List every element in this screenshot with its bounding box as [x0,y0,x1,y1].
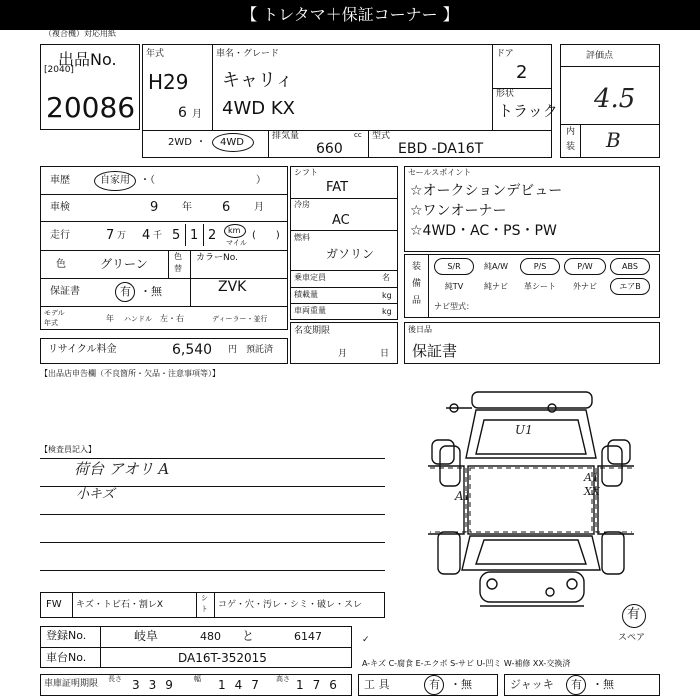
recycle-note: 預託済 [246,345,274,355]
lot-label: 出品No. [58,50,117,69]
damage-mark-right-1: A1 [584,471,599,484]
spare-label: スペア [618,633,646,643]
color-label: 色 [56,259,66,270]
mileage-d1: 4 [142,228,151,243]
ac-label: 冷房 [294,200,310,209]
inspection-label: 車検 [50,202,70,213]
score-label: 評価点 [586,51,614,61]
model-year-label-1: モデル [44,309,65,317]
drive-dot: ・ [196,137,206,148]
capacity-unit: 名 [382,273,390,282]
equip-leather: 革シート [524,282,556,291]
registration-class: 480 [200,630,221,643]
banner-title: 【 トレタマ＋保証コーナー 】 [0,0,700,30]
fuel-value: ガソリン [326,247,375,261]
shape-value: トラック [498,102,558,120]
equipment-label-3: 品 [412,296,422,306]
history-close: ） [256,175,266,186]
model-year-nen: 年 [106,314,114,323]
jack-yes: 有 [571,678,582,691]
equipment-label-1: 装 [412,262,422,272]
seller-note: 【出品店申告欄（不良箇所・欠品・注意事項等）】 [40,369,220,378]
title-change-day: 日 [380,349,390,359]
drive-4wd: 4WD [220,137,244,148]
registration-label: 登録No. [46,629,87,642]
mileage-unit-mile: マイル [226,239,247,247]
inspector-line-1: 荷台 アオリ A [74,460,170,478]
grade-name: 4WD KX [222,98,295,119]
certificate-length: 339 [132,678,182,692]
inspection-month: 6 [222,200,231,215]
title-change-label: 名変期限 [294,326,331,336]
damage-mark-left: A1 [455,489,472,503]
score-value: 4.5 [594,84,636,114]
chassis-value: DA16T-352015 [178,651,267,665]
damage-mark-right-2: XX [584,485,600,498]
shape-label: 形状 [496,89,515,99]
jack-no: ・無 [592,678,614,691]
car-diagram [400,384,662,620]
load-label: 積載量 [294,290,318,299]
warranty-no: ・無 [140,285,162,298]
mileage-unit-km: km [228,226,241,235]
load-unit: kg [382,291,392,300]
chassis-label: 車台No. [46,651,87,664]
history-label: 車歴 [50,175,70,186]
certificate-l2: 幅 [194,675,201,683]
color-value: グリーン [100,257,148,271]
shift-value: FAT [326,180,349,195]
recycle-unit: 円 [228,345,238,355]
certificate-l3: 高さ [276,675,290,683]
type-value: EBD -DA16T [398,141,484,157]
spare-mark: 有 [627,607,641,622]
inspection-month-unit: 月 [254,202,264,213]
warranty-label: 保証書 [50,286,80,297]
mileage-paren: ( ) [252,230,280,241]
damage-legend: A-キズ C-腐食 E-エクボ S-サビ U-凹ミ W-補修 XX-交換済 [362,659,571,668]
codes-sheet-1: シ [201,594,208,602]
recycle-value: 6,540 [172,342,213,358]
title-change-month: 月 [338,349,348,359]
certificate-l1: 長さ [108,675,122,683]
codes-sheet-2: ト [201,605,208,613]
name-label: 車名・グレード [216,49,280,59]
equip-ps: P/S [520,258,560,275]
mileage-d2: 5 [172,228,181,243]
check-mark: ✓ [362,635,370,645]
equip-pw: P/W [564,258,606,275]
damage-mark-front: U1 [515,423,533,437]
equip-sr: S/R [434,258,474,275]
year-month-unit: 月 [192,109,202,120]
jack-label: ジャッキ [510,678,554,691]
interior-label-1: 内 [566,127,576,137]
displacement-value: 660 [316,141,343,157]
equip-ext-navi: 外ナビ [573,282,597,291]
year-label: 年式 [146,49,165,59]
history-value: 自家用 [100,175,130,186]
equip-airbag: エアB [610,278,650,295]
handle-value: 左・右 [160,314,184,323]
inspection-year-unit: 年 [182,202,192,213]
mileage-d4: 2 [208,228,217,243]
equip-navi: 純ナビ [484,282,508,291]
certificate-width: 147 [218,678,268,692]
certificate-height: 176 [296,678,346,692]
model-year-label-2: 年式 [44,319,58,327]
shift-label: シフト [294,168,318,177]
top-note: （複合機）対応用紙 [44,29,116,38]
color-no-value: ZVK [218,279,247,295]
mileage-man: 7 [106,228,115,243]
capacity-label: 乗車定員 [294,273,326,282]
mileage-d1-unit: 千 [153,231,163,241]
certificate-label: 車庫証明期限 [44,679,99,689]
year-month: 6 [178,105,187,121]
tools-label: 工 具 [364,678,390,691]
mileage-man-unit: 万 [117,231,127,241]
interior-label-2: 装 [566,142,576,152]
equip-aw: 純A/W [483,262,509,271]
sales-point-2: ☆ワンオーナー [410,203,507,219]
mileage-label: 走行 [50,230,70,241]
lot-number: 20086 [46,91,136,124]
sales-point-1: ☆オークションデビュー [410,183,563,199]
color-repaint-2: 替 [174,264,182,273]
dealer-label: ディーラー・並行 [212,315,268,323]
doors-label: ドア [496,49,514,59]
later-label: 後日品 [408,325,432,334]
recycle-label: リサイクル料金 [48,344,117,355]
doors-value: 2 [516,62,528,83]
ac-value: AC [332,213,350,228]
lot-sub: [2040] [44,65,74,75]
inspector-line-2: 小キズ [76,487,115,502]
equip-tv: 純TV [444,282,464,291]
registration-num: 6147 [294,630,322,643]
history-rest: ・（ [140,175,155,186]
color-no-label: カラーNo. [196,253,238,263]
registration-kana: と [242,629,255,643]
displacement-unit: cc [354,131,362,139]
displacement-label: 排気量 [272,131,300,141]
weight-unit: kg [382,307,392,316]
type-label: 型式 [372,131,391,141]
equipment-label-2: 備 [412,279,422,289]
sales-points-label: セールスポイント [408,168,472,177]
codes-fw: FW [46,599,62,610]
inspector-label: 【検査員記入】 [40,445,96,454]
drive-2wd: 2WD [168,137,192,148]
registration-pref: 岐阜 [134,629,159,643]
model-name: キャリィ [222,70,294,91]
mileage-d3: 1 [190,228,199,243]
warranty-yes: 有 [120,285,131,298]
later-value: 保証書 [412,342,458,360]
inspection-year: 9 [150,200,159,215]
handle-label: ハンドル [124,315,152,323]
codes-rest: コゲ・穴・汚レ・シミ・破レ・スレ [218,600,363,610]
color-repaint-1: 色 [174,252,182,261]
tools-yes: 有 [429,678,440,691]
equip-abs: ABS [610,258,650,275]
weight-label: 車両重量 [294,306,326,315]
codes-items: キズ・トビ石・割レX [76,600,163,610]
fuel-label: 燃料 [294,233,310,242]
year-era: H29 [148,70,189,94]
tools-no: ・無 [450,678,472,691]
sales-point-3: ☆4WD・AC・PS・PW [410,223,557,239]
interior-value: B [606,128,621,152]
navi-type-label: ナビ型式： [434,302,474,311]
